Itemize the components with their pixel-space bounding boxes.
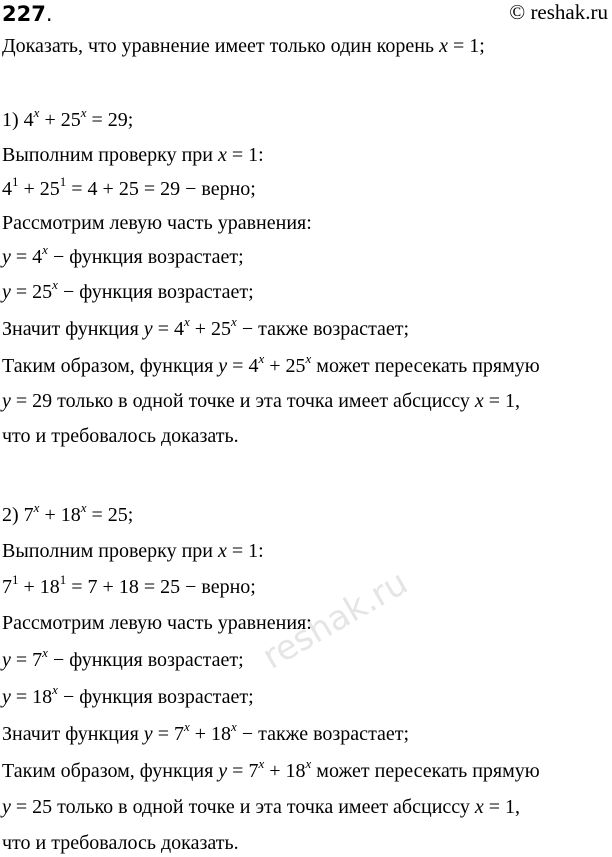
text-line: [2, 572, 256, 599]
text-segment: 1) 4: [2, 109, 34, 131]
text-segment: = 25;: [86, 504, 134, 526]
text-segment: = 1;: [447, 35, 485, 57]
text-segment: Таким образом, функция: [2, 760, 219, 782]
text-line: [2, 645, 244, 672]
text-segment: = 1,: [483, 390, 521, 412]
math-variable: y: [218, 760, 228, 782]
text-segment: Рассмотрим левую часть уравнения:: [2, 612, 312, 634]
exponent: x: [231, 314, 237, 329]
exponent: 1: [12, 174, 19, 189]
exponent: 1: [59, 174, 67, 189]
text-segment: Выполним проверку при: [2, 540, 219, 562]
math-variable: x: [218, 540, 227, 562]
watermark-stamp: reshak.ru: [255, 562, 415, 678]
text-segment: + 18: [264, 760, 306, 782]
text-segment: = 1,: [483, 796, 521, 818]
text-segment: = 29;: [86, 109, 134, 131]
text-segment: Выполним проверку при: [2, 144, 219, 166]
exponent: x: [305, 351, 312, 366]
text-line: [2, 831, 239, 855]
text-segment: Таким образом, функция: [2, 355, 219, 377]
text-line: [2, 795, 520, 819]
text-segment: + 18: [189, 723, 232, 745]
text-segment: + 18: [39, 504, 81, 526]
exponent: x: [33, 105, 40, 120]
exponent: 1: [59, 572, 67, 587]
exponent: x: [231, 719, 237, 734]
text-segment: + 25: [264, 355, 306, 377]
math-variable: y: [2, 649, 11, 671]
text-segment: = 29 только в одной точке и эта точка имеет абсциссу: [10, 390, 475, 412]
text-line: [2, 314, 410, 341]
text-segment: = 4: [152, 318, 184, 340]
text-line: [2, 389, 520, 413]
exponent: x: [80, 105, 87, 120]
text-line: [2, 105, 134, 132]
text-line: [2, 611, 312, 635]
exponent: x: [52, 682, 58, 697]
exponent: x: [305, 756, 312, 771]
text-segment: − функция возрастает;: [57, 281, 254, 303]
math-variable: x: [474, 390, 484, 412]
problem-number: [2, 2, 53, 26]
exponent: x: [183, 719, 190, 734]
text-segment: = 1:: [226, 540, 264, 562]
text-line: [2, 682, 254, 709]
math-variable: y: [2, 796, 11, 818]
exponent: x: [52, 277, 58, 292]
text-segment: + 25: [189, 318, 232, 340]
text-segment: 4: [2, 178, 12, 200]
text-line: [2, 424, 239, 448]
text-line: [2, 242, 244, 269]
math-variable: x: [474, 796, 484, 818]
text-segment: = 1:: [226, 144, 264, 166]
exponent: x: [33, 500, 40, 515]
math-variable: y: [218, 355, 228, 377]
text-segment: + 25: [39, 109, 81, 131]
text-line: [2, 756, 540, 783]
text-line: [2, 277, 254, 304]
text-line: [2, 211, 312, 235]
exponent: x: [80, 500, 87, 515]
problem-number-text: 227: [2, 2, 46, 26]
text-segment: 2) 7: [2, 504, 34, 526]
exponent: x: [183, 314, 190, 329]
math-variable: y: [143, 723, 153, 745]
math-variable: y: [2, 686, 11, 708]
text-segment: − также возрастает;: [236, 318, 410, 340]
text-segment: = 4: [10, 246, 43, 268]
text-segment: + 18: [18, 576, 60, 598]
math-variable: y: [2, 281, 11, 303]
text-segment: может пересекать прямую: [311, 760, 540, 782]
exponent: 1: [12, 572, 19, 587]
text-segment: Доказать, что уравнение имеет только один корень: [2, 35, 440, 57]
text-segment: = 4 + 25 = 29 − верно;: [66, 178, 256, 200]
text-segment: Значит функция: [2, 723, 144, 745]
text-line: [2, 174, 256, 201]
watermark: © reshak.ru: [509, 0, 608, 24]
text-segment: − функция возрастает;: [47, 246, 244, 268]
math-variable: y: [2, 390, 11, 412]
text-segment: − также возрастает;: [236, 723, 410, 745]
exponent: x: [258, 351, 265, 366]
text-segment: может пересекать прямую: [311, 355, 540, 377]
math-variable: x: [439, 35, 448, 57]
text-segment: = 25: [10, 281, 53, 303]
math-variable: x: [218, 144, 227, 166]
exponent: x: [42, 645, 48, 660]
math-variable: y: [143, 318, 153, 340]
text-segment: = 25 только в одной точке и эта точка имеет абсциссу: [10, 796, 475, 818]
text-segment: − функция возрастает;: [47, 649, 244, 671]
text-segment: + 25: [18, 178, 60, 200]
problem-number-dot: .: [45, 2, 53, 26]
text-segment: Рассмотрим левую часть уравнения:: [2, 212, 312, 234]
math-variable: y: [2, 246, 11, 268]
text-segment: − функция возрастает;: [57, 686, 254, 708]
text-segment: = 18: [10, 686, 53, 708]
text-line: [2, 143, 264, 167]
text-segment: = 7 + 18 = 25 − верно;: [66, 576, 256, 598]
text-segment: = 7: [227, 760, 259, 782]
text-segment: = 7: [152, 723, 184, 745]
exponent: x: [42, 242, 48, 257]
text-line: [2, 34, 485, 58]
text-line: [2, 351, 540, 378]
exponent: x: [258, 756, 265, 771]
text-segment: 7: [2, 576, 12, 598]
text-line: [2, 500, 134, 527]
text-segment: = 7: [10, 649, 43, 671]
text-line: [2, 719, 410, 746]
text-line: [2, 539, 264, 563]
text-segment: что и требовалось доказать.: [2, 425, 239, 447]
text-segment: что и требовалось доказать.: [2, 832, 239, 854]
text-segment: = 4: [227, 355, 259, 377]
text-segment: Значит функция: [2, 318, 144, 340]
